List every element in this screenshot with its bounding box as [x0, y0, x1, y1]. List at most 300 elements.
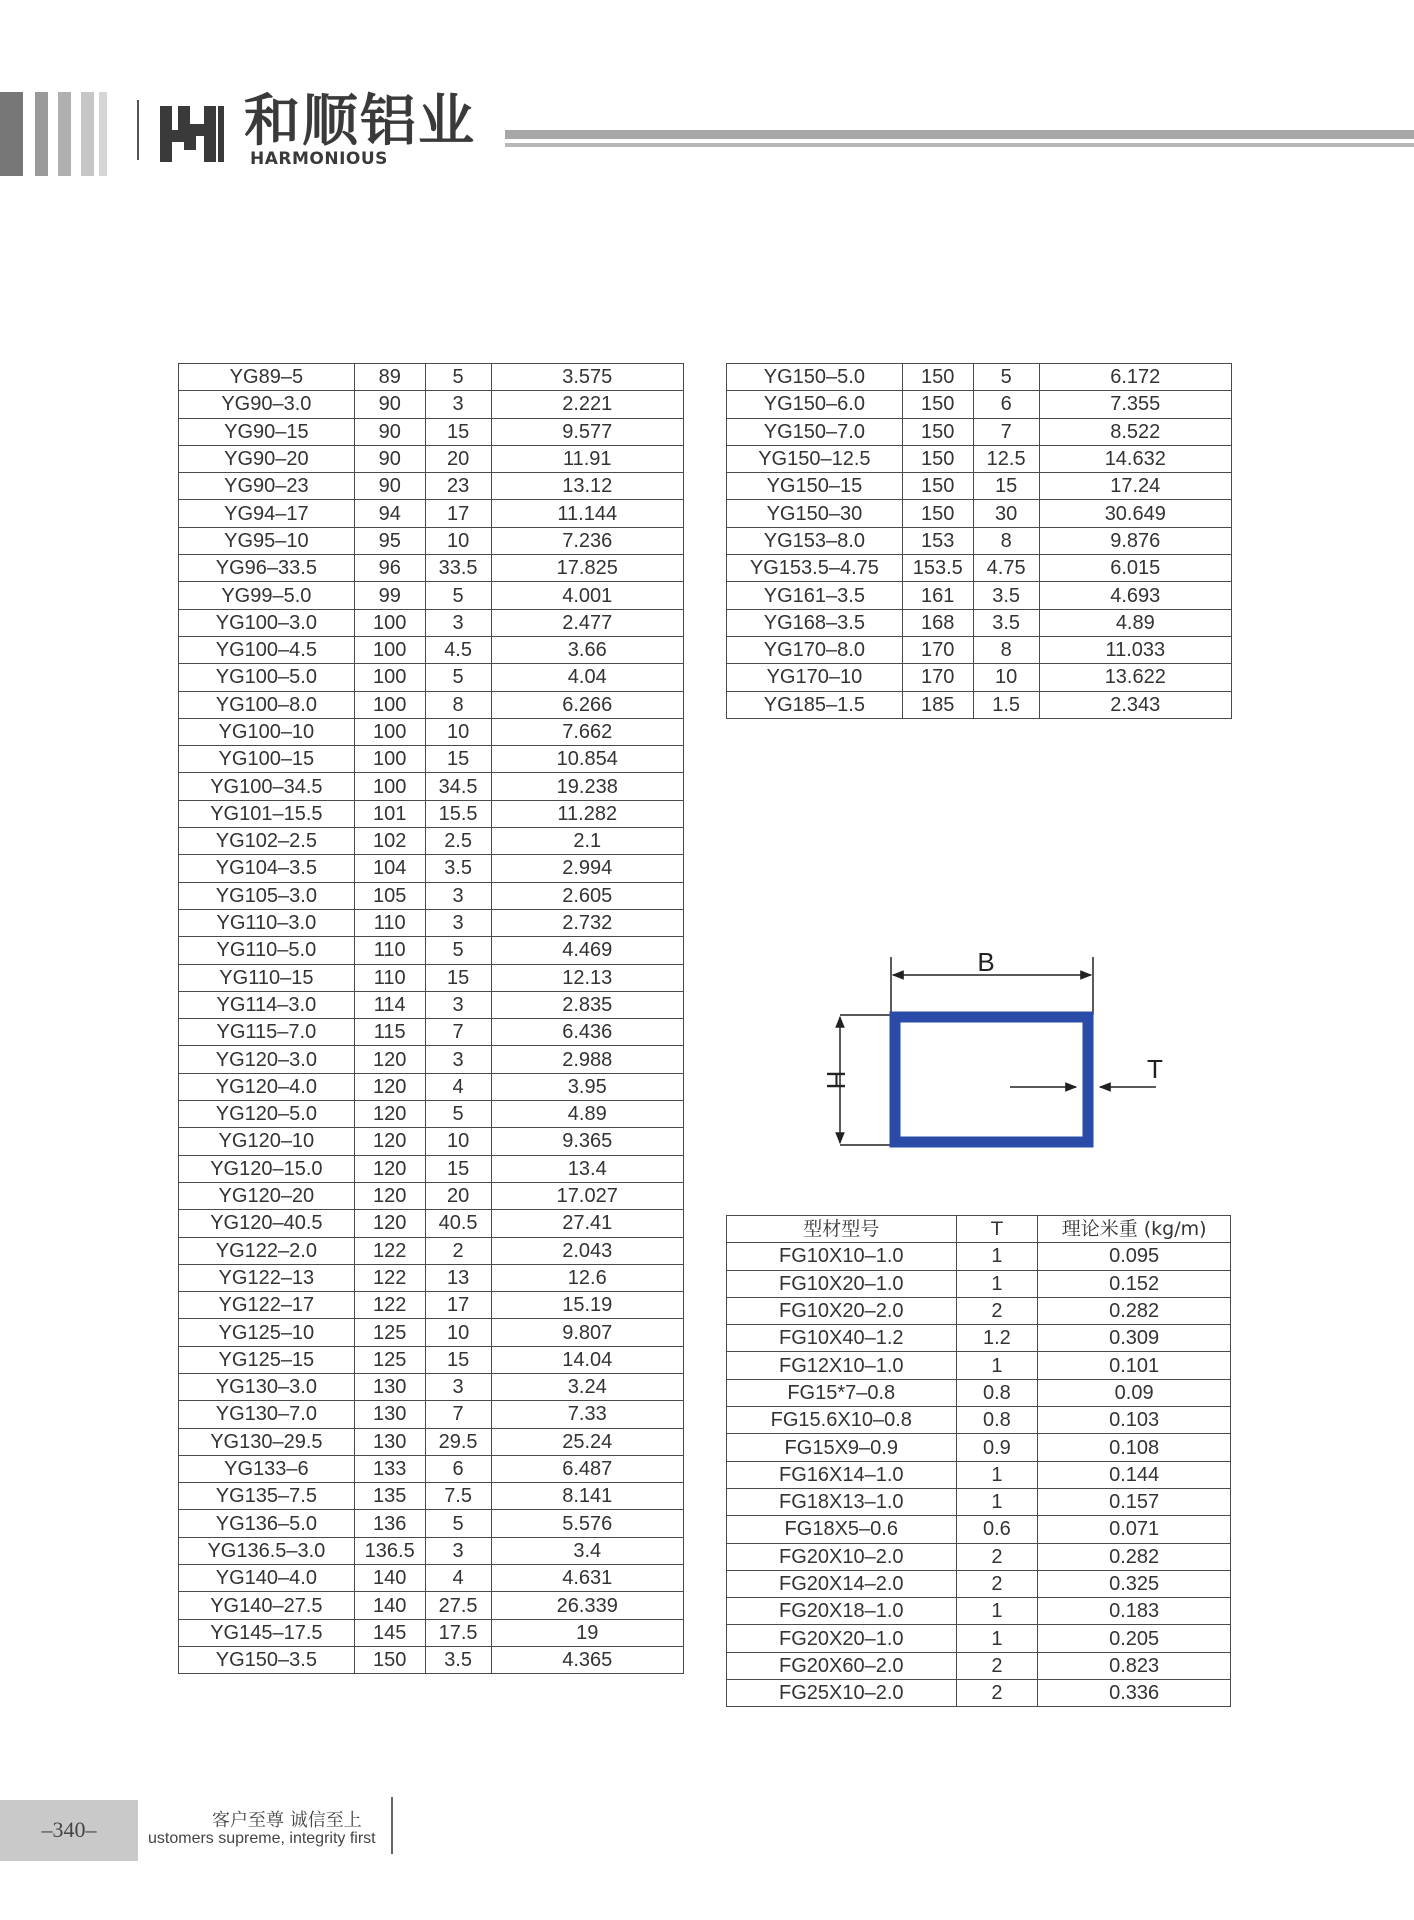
header-stripe: [0, 92, 23, 176]
table-cell: 17.027: [491, 1182, 683, 1209]
footer-slogan-cn: 客户至尊 诚信至上: [212, 1810, 362, 1831]
table-cell: 95: [354, 527, 425, 554]
table-cell: 100: [354, 636, 425, 663]
table-cell: YG120–5.0: [179, 1101, 355, 1128]
table-cell: 150: [902, 445, 973, 472]
table-cell: 170: [902, 636, 973, 663]
label-b: B: [977, 947, 995, 977]
table-cell: 1: [956, 1352, 1038, 1379]
table-cell: 0.282: [1038, 1297, 1231, 1324]
table-row: [727, 664, 1232, 691]
table-cell: 0.157: [1038, 1488, 1231, 1515]
table-row: [727, 445, 1232, 472]
table-cell: 153.5: [902, 555, 973, 582]
table-cell: YG110–5.0: [179, 937, 355, 964]
table-cell: 11.033: [1039, 636, 1231, 663]
table-cell: 2.994: [491, 855, 683, 882]
table-cell: 0.101: [1038, 1352, 1231, 1379]
table-cell: 153: [902, 527, 973, 554]
table-cell: 10: [425, 1128, 491, 1155]
table-cell: 7.662: [491, 718, 683, 745]
table-cell: FG20X60–2.0: [727, 1652, 957, 1679]
table-row: [179, 473, 684, 500]
table-cell: YG100–15: [179, 746, 355, 773]
table-cell: YG150–6.0: [727, 391, 903, 418]
table-row: [179, 882, 684, 909]
table-row: [179, 718, 684, 745]
table-row: [179, 1101, 684, 1128]
table-cell: 19.238: [491, 773, 683, 800]
table-cell: 101: [354, 800, 425, 827]
table-row: [727, 1297, 1231, 1324]
table-cell: FG10X40–1.2: [727, 1325, 957, 1352]
table-cell: YG95–10: [179, 527, 355, 554]
table-cell: 15: [425, 746, 491, 773]
table-cell: 3.66: [491, 636, 683, 663]
table-cell: 185: [902, 691, 973, 718]
table-cell: 27.5: [425, 1592, 491, 1619]
table-row: [179, 937, 684, 964]
table-cell: 15.5: [425, 800, 491, 827]
label-t: T: [1147, 1054, 1163, 1084]
rectangular-tube-diagram: [800, 945, 1180, 1155]
table-cell: 110: [354, 909, 425, 936]
table-row: [179, 1046, 684, 1073]
table-row: [179, 418, 684, 445]
table-cell: 3: [425, 882, 491, 909]
table-cell: 140: [354, 1592, 425, 1619]
table-cell: 5: [973, 364, 1039, 391]
table-cell: 40.5: [425, 1210, 491, 1237]
table-cell: 120: [354, 1210, 425, 1237]
table-cell: 11.91: [491, 445, 683, 472]
table-cell: 115: [354, 1019, 425, 1046]
table-row: [179, 1537, 684, 1564]
table-row: [179, 1373, 684, 1400]
table-row: [179, 1428, 684, 1455]
table-cell: 2: [956, 1652, 1038, 1679]
table-cell: 4.365: [491, 1646, 683, 1673]
table-cell: 3.95: [491, 1073, 683, 1100]
table-row: [179, 1565, 684, 1592]
table-cell: 34.5: [425, 773, 491, 800]
table-row: [179, 1155, 684, 1182]
table-cell: 6.436: [491, 1019, 683, 1046]
table-cell: 0.183: [1038, 1598, 1231, 1625]
table-cell: 2.1: [491, 828, 683, 855]
table-cell: YG133–6: [179, 1455, 355, 1482]
table-cell: YG150–7.0: [727, 418, 903, 445]
table-row: [727, 691, 1232, 718]
table-cell: 2: [956, 1297, 1038, 1324]
table-cell: 0.8: [956, 1407, 1038, 1434]
table-cell: 7.33: [491, 1401, 683, 1428]
table-row: [727, 555, 1232, 582]
table-cell: 168: [902, 609, 973, 636]
table-cell: FG20X18–1.0: [727, 1598, 957, 1625]
table-cell: 122: [354, 1237, 425, 1264]
table-cell: YG153–8.0: [727, 527, 903, 554]
table-cell: 15: [973, 473, 1039, 500]
table-cell: YG161–3.5: [727, 582, 903, 609]
table-cell: 3: [425, 391, 491, 418]
table-cell: 122: [354, 1264, 425, 1291]
table-cell: YG89–5: [179, 364, 355, 391]
table-row: [179, 1346, 684, 1373]
header-rule: [505, 130, 1414, 139]
table-cell: 2.835: [491, 991, 683, 1018]
table-cell: 11.144: [491, 500, 683, 527]
table-cell: 2.043: [491, 1237, 683, 1264]
table-cell: 0.325: [1038, 1570, 1231, 1597]
table-cell: YG136.5–3.0: [179, 1537, 355, 1564]
spec-table-right-top: [726, 363, 1232, 719]
table-cell: 125: [354, 1319, 425, 1346]
table-cell: 2.343: [1039, 691, 1231, 718]
table-cell: 5: [425, 1101, 491, 1128]
table-cell: 8.141: [491, 1483, 683, 1510]
table-cell: 20: [425, 1182, 491, 1209]
table-cell: 29.5: [425, 1428, 491, 1455]
table-row: [179, 1210, 684, 1237]
table-cell: YG90–23: [179, 473, 355, 500]
table-cell: 8.522: [1039, 418, 1231, 445]
table-cell: YG100–8.0: [179, 691, 355, 718]
table-row: [179, 800, 684, 827]
table-cell: 13: [425, 1264, 491, 1291]
table-cell: 4.693: [1039, 582, 1231, 609]
column-header: 型材型号: [727, 1216, 957, 1243]
table-cell: YG150–3.5: [179, 1646, 355, 1673]
table-cell: 1.5: [973, 691, 1039, 718]
table-cell: 7.355: [1039, 391, 1231, 418]
table-cell: 30.649: [1039, 500, 1231, 527]
table-cell: 136: [354, 1510, 425, 1537]
table-cell: 9.577: [491, 418, 683, 445]
table-cell: YG150–5.0: [727, 364, 903, 391]
table-row: [179, 1264, 684, 1291]
table-cell: 0.309: [1038, 1325, 1231, 1352]
table-cell: 1: [956, 1270, 1038, 1297]
table-row: [179, 636, 684, 663]
table-cell: 3.5: [425, 855, 491, 882]
table-cell: 105: [354, 882, 425, 909]
table-row: [727, 1625, 1231, 1652]
table-cell: 20: [425, 445, 491, 472]
table-row: [179, 1182, 684, 1209]
table-cell: 0.8: [956, 1379, 1038, 1406]
table-row: [179, 909, 684, 936]
table-cell: 10: [425, 718, 491, 745]
table-cell: YG120–40.5: [179, 1210, 355, 1237]
table-cell: YG135–7.5: [179, 1483, 355, 1510]
table-cell: 100: [354, 664, 425, 691]
table-cell: 15.19: [491, 1292, 683, 1319]
table-cell: YG122–17: [179, 1292, 355, 1319]
table-cell: 2.5: [425, 828, 491, 855]
table-row: [179, 1128, 684, 1155]
table-cell: 4.75: [973, 555, 1039, 582]
table-cell: 13.4: [491, 1155, 683, 1182]
table-cell: FG20X20–1.0: [727, 1625, 957, 1652]
table-cell: 0.823: [1038, 1652, 1231, 1679]
table-cell: 7: [425, 1019, 491, 1046]
table-row: [727, 1488, 1231, 1515]
table-cell: YG120–10: [179, 1128, 355, 1155]
header-stripe: [58, 92, 71, 176]
table-cell: YG185–1.5: [727, 691, 903, 718]
table-row: [727, 636, 1232, 663]
spec-table-left: [178, 363, 684, 1674]
table-row: [727, 1570, 1231, 1597]
table-cell: 15: [425, 1346, 491, 1373]
table-row: [179, 1019, 684, 1046]
table-cell: 3.575: [491, 364, 683, 391]
table-row: [179, 1319, 684, 1346]
table-cell: YG100–34.5: [179, 773, 355, 800]
table-cell: 7.236: [491, 527, 683, 554]
table-row: [727, 1680, 1231, 1707]
table-cell: 15: [425, 1155, 491, 1182]
table-cell: 0.282: [1038, 1543, 1231, 1570]
table-cell: 136.5: [354, 1537, 425, 1564]
table-cell: 100: [354, 718, 425, 745]
table-cell: 125: [354, 1346, 425, 1373]
table-cell: 4: [425, 1073, 491, 1100]
brand-name-cn: 和顺铝业: [244, 89, 476, 154]
table-cell: 15: [425, 964, 491, 991]
table-cell: 5: [425, 1510, 491, 1537]
table-row: [179, 445, 684, 472]
table-row: [179, 1401, 684, 1428]
table-cell: 150: [354, 1646, 425, 1673]
table-row: [179, 855, 684, 882]
table-cell: YG96–33.5: [179, 555, 355, 582]
table-cell: 30: [973, 500, 1039, 527]
table-cell: YG170–8.0: [727, 636, 903, 663]
table-row: [727, 582, 1232, 609]
tube-profile: [895, 1017, 1088, 1142]
table-cell: 3: [425, 609, 491, 636]
table-row: [179, 527, 684, 554]
table-cell: 3: [425, 1373, 491, 1400]
table-cell: 90: [354, 445, 425, 472]
table-cell: FG15X9–0.9: [727, 1434, 957, 1461]
table-cell: 130: [354, 1373, 425, 1400]
table-cell: YG90–20: [179, 445, 355, 472]
table-row: [727, 1652, 1231, 1679]
table-cell: 1: [956, 1243, 1038, 1270]
table-cell: YG125–15: [179, 1346, 355, 1373]
table-cell: 0.205: [1038, 1625, 1231, 1652]
table-cell: 150: [902, 418, 973, 445]
table-cell: 3: [425, 909, 491, 936]
table-cell: 0.095: [1038, 1243, 1231, 1270]
table-cell: FG18X5–0.6: [727, 1516, 957, 1543]
table-cell: 99: [354, 582, 425, 609]
table-cell: 10: [425, 527, 491, 554]
table-cell: FG18X13–1.0: [727, 1488, 957, 1515]
table-cell: 10: [973, 664, 1039, 691]
table-cell: FG10X10–1.0: [727, 1243, 957, 1270]
table-cell: 0.071: [1038, 1516, 1231, 1543]
table-cell: 4: [425, 1565, 491, 1592]
table-cell: 90: [354, 418, 425, 445]
table-cell: 135: [354, 1483, 425, 1510]
column-header: 理论米重 (kg/m): [1038, 1216, 1231, 1243]
table-cell: 3.5: [973, 582, 1039, 609]
table-cell: 6: [973, 391, 1039, 418]
table-cell: YG130–7.0: [179, 1401, 355, 1428]
table-row: [179, 991, 684, 1018]
table-cell: 100: [354, 691, 425, 718]
table-cell: 2.988: [491, 1046, 683, 1073]
table-cell: 4.89: [491, 1101, 683, 1128]
table-cell: YG168–3.5: [727, 609, 903, 636]
column-header: T: [956, 1216, 1038, 1243]
table-row: [179, 500, 684, 527]
table-cell: 96: [354, 555, 425, 582]
table-cell: 0.108: [1038, 1434, 1231, 1461]
table-cell: 0.144: [1038, 1461, 1231, 1488]
table-cell: 1: [956, 1625, 1038, 1652]
table-cell: 110: [354, 937, 425, 964]
table-row: [179, 964, 684, 991]
table-cell: 102: [354, 828, 425, 855]
table-cell: 150: [902, 364, 973, 391]
table-cell: 8: [973, 636, 1039, 663]
table-cell: 4.89: [1039, 609, 1231, 636]
header-rule: [505, 143, 1414, 147]
table-cell: YG115–7.0: [179, 1019, 355, 1046]
table-cell: 122: [354, 1292, 425, 1319]
table-cell: 2: [956, 1543, 1038, 1570]
table-row: [727, 1516, 1231, 1543]
table-cell: 0.9: [956, 1434, 1038, 1461]
table-cell: YG105–3.0: [179, 882, 355, 909]
table-cell: 11.282: [491, 800, 683, 827]
table-cell: 17.24: [1039, 473, 1231, 500]
table-row: [727, 391, 1232, 418]
table-cell: 120: [354, 1101, 425, 1128]
table-cell: YG102–2.5: [179, 828, 355, 855]
table-row: [727, 609, 1232, 636]
table-cell: YG90–3.0: [179, 391, 355, 418]
table-cell: 19: [491, 1619, 683, 1646]
table-cell: 120: [354, 1046, 425, 1073]
table-row: [727, 527, 1232, 554]
table-row: [179, 1646, 684, 1673]
header-stripe: [81, 92, 94, 176]
table-row: [179, 391, 684, 418]
table-cell: YG130–29.5: [179, 1428, 355, 1455]
table-cell: 3.5: [425, 1646, 491, 1673]
table-cell: 3: [425, 1537, 491, 1564]
table-cell: FG20X14–2.0: [727, 1570, 957, 1597]
table-cell: FG20X10–2.0: [727, 1543, 957, 1570]
table-cell: 120: [354, 1073, 425, 1100]
table-cell: FG10X20–2.0: [727, 1297, 957, 1324]
table-cell: FG12X10–1.0: [727, 1352, 957, 1379]
table-cell: YG153.5–4.75: [727, 555, 903, 582]
table-cell: 12.13: [491, 964, 683, 991]
table-cell: 110: [354, 964, 425, 991]
table-row: [727, 1434, 1231, 1461]
table-cell: 120: [354, 1128, 425, 1155]
table-cell: 0.336: [1038, 1680, 1231, 1707]
table-cell: 12.6: [491, 1264, 683, 1291]
table-row: [179, 1455, 684, 1482]
table-cell: 6.266: [491, 691, 683, 718]
table-cell: 5: [425, 582, 491, 609]
table-row: [179, 773, 684, 800]
table-cell: 133: [354, 1455, 425, 1482]
table-cell: 0.6: [956, 1516, 1038, 1543]
table-cell: 6.487: [491, 1455, 683, 1482]
table-row: [179, 1592, 684, 1619]
table-cell: 3.5: [973, 609, 1039, 636]
table-cell: 12.5: [973, 445, 1039, 472]
table-cell: 3.24: [491, 1373, 683, 1400]
table-cell: 5: [425, 937, 491, 964]
table-cell: YG150–15: [727, 473, 903, 500]
table-row: [179, 582, 684, 609]
table-cell: 10: [425, 1319, 491, 1346]
table-cell: 150: [902, 391, 973, 418]
table-cell: 17: [425, 1292, 491, 1319]
company-logo-icon: [156, 102, 226, 166]
table-row: [179, 364, 684, 391]
table-cell: 150: [902, 500, 973, 527]
table-cell: YG145–17.5: [179, 1619, 355, 1646]
footer-slogan-en: ustomers supreme, integrity first: [148, 1830, 376, 1847]
table-cell: 17.5: [425, 1619, 491, 1646]
table-cell: FG25X10–2.0: [727, 1680, 957, 1707]
table-cell: 17.825: [491, 555, 683, 582]
table-cell: YG120–20: [179, 1182, 355, 1209]
table-cell: YG90–15: [179, 418, 355, 445]
table-cell: YG94–17: [179, 500, 355, 527]
table-row: [179, 1619, 684, 1646]
table-cell: 1: [956, 1488, 1038, 1515]
table-cell: 2.605: [491, 882, 683, 909]
table-cell: YG122–2.0: [179, 1237, 355, 1264]
table-cell: 6: [425, 1455, 491, 1482]
table-cell: 170: [902, 664, 973, 691]
table-cell: YG140–27.5: [179, 1592, 355, 1619]
table-cell: YG100–5.0: [179, 664, 355, 691]
table-cell: 100: [354, 746, 425, 773]
table-cell: 3: [425, 991, 491, 1018]
table-cell: 5: [425, 364, 491, 391]
footer-divider: [391, 1797, 393, 1854]
table-cell: 90: [354, 473, 425, 500]
table-cell: FG16X14–1.0: [727, 1461, 957, 1488]
table-cell: 2.477: [491, 609, 683, 636]
table-cell: 6.172: [1039, 364, 1231, 391]
table-cell: 2.732: [491, 909, 683, 936]
table-cell: 1: [956, 1461, 1038, 1488]
table-cell: 7: [973, 418, 1039, 445]
table-cell: 140: [354, 1565, 425, 1592]
table-row: [727, 1598, 1231, 1625]
table-cell: 13.12: [491, 473, 683, 500]
table-cell: 27.41: [491, 1210, 683, 1237]
header-stripe: [35, 92, 48, 176]
table-cell: YG101–15.5: [179, 800, 355, 827]
table-row: [179, 1483, 684, 1510]
table-row: [727, 1379, 1231, 1406]
